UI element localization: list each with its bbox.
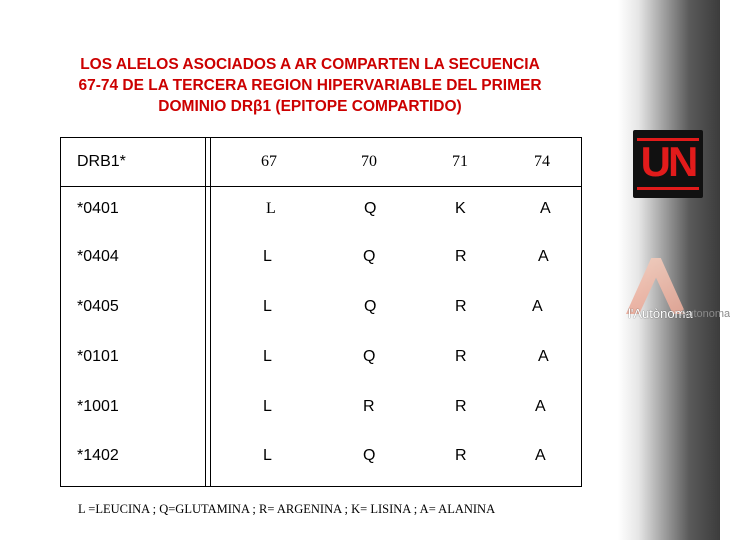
residue-71-cell: K <box>455 200 466 217</box>
residue-67-cell: L <box>263 447 272 464</box>
residue-70-cell: R <box>363 398 375 415</box>
allele-cell: *0404 <box>77 248 119 265</box>
amino-acid-legend: L =LEUCINA ; Q=GLUTAMINA ; R= ARGENINA ; K= LISINA ; A= ALANINA <box>78 502 496 516</box>
autonoma-logo <box>624 258 730 328</box>
un-logo <box>633 130 703 198</box>
slide-title <box>20 54 600 117</box>
header-separator <box>61 186 581 187</box>
table-divider-right <box>210 138 211 486</box>
residue-70-cell: Q <box>364 298 377 315</box>
autonoma-ghost-text: Autonoma <box>680 308 730 320</box>
autonoma-logo-text: l'Autònoma <box>628 306 693 321</box>
allele-cell: *0101 <box>77 348 119 365</box>
residue-74-cell: A <box>540 200 551 217</box>
allele-cell: *1402 <box>77 447 119 464</box>
residue-67-cell: L <box>263 348 272 365</box>
residue-70-cell: Q <box>363 248 376 265</box>
residue-74-cell: A <box>538 248 549 265</box>
residue-71-cell: R <box>455 398 467 415</box>
allele-cell: *1001 <box>77 398 119 415</box>
un-logo-bottom-bar <box>637 187 699 190</box>
un-logo-text: UN <box>640 138 696 185</box>
residue-71-cell: R <box>455 447 467 464</box>
residue-74-cell: A <box>535 398 546 415</box>
residue-71-cell: R <box>455 298 467 315</box>
allele-sequence-table <box>60 137 582 487</box>
table-divider-left <box>205 138 206 486</box>
header-74: 74 <box>534 153 550 170</box>
residue-70-cell: Q <box>364 200 377 217</box>
header-70: 70 <box>361 153 377 170</box>
residue-67-cell: L <box>263 248 272 265</box>
residue-71-cell: R <box>455 348 467 365</box>
residue-67-cell: L <box>266 200 276 217</box>
residue-70-cell: Q <box>363 348 376 365</box>
allele-cell: *0405 <box>77 298 119 315</box>
header-67: 67 <box>261 153 277 170</box>
header-71: 71 <box>452 153 468 170</box>
residue-67-cell: L <box>263 398 272 415</box>
residue-70-cell: Q <box>363 447 376 464</box>
title-line-2: 67-74 DE LA TERCERA REGION HIPERVARIABLE DEL PRIMER <box>78 77 542 94</box>
title-line-1: LOS ALELOS ASOCIADOS A AR COMPARTEN LA SECUENCIA <box>80 56 540 73</box>
allele-cell: *0401 <box>77 200 119 217</box>
residue-74-cell: A <box>535 447 546 464</box>
residue-74-cell: A <box>532 298 543 315</box>
residue-67-cell: L <box>263 298 272 315</box>
title-line-3: DOMINIO DRβ1 (EPITOPE COMPARTIDO) <box>158 98 462 115</box>
header-drb1: DRB1* <box>77 153 126 170</box>
residue-74-cell: A <box>538 348 549 365</box>
residue-71-cell: R <box>455 248 467 265</box>
